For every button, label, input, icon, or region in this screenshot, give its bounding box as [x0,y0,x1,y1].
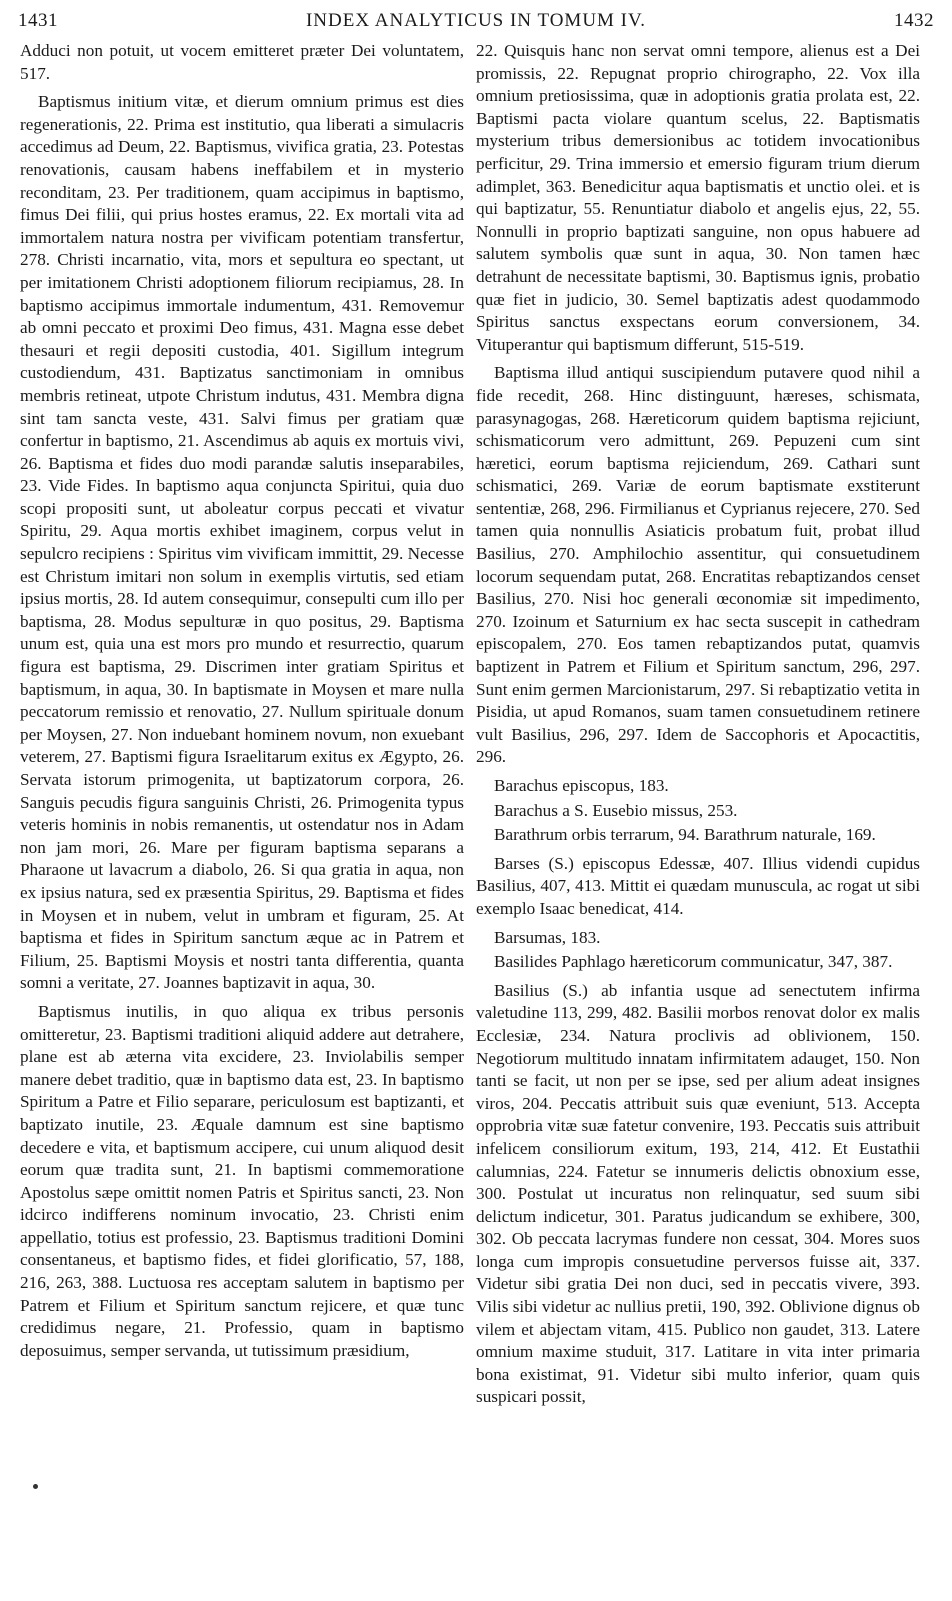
right-column [476,40,920,1415]
index-entry: Barses (S.) episcopus Edessæ, 407. Illius videndi cupidus Basilius, 407, 413. Mittit ei quædam munuscula, ac rogat ut sibi exemplo Isaac benedicat, 414. [476,853,920,918]
index-entry: Barathrum orbis terrarum, 94. Barathrum naturale, 169. [494,825,876,845]
index-entry: Baptisma illud antiqui suscipiendum putavere quod nihil a fide recedit, 268. Hinc distinguunt, hæreses, schismata, parasynagogas, 268. Hæreticorum quidem baptisma rejiciunt, schismaticorum vero admittunt, 269. Pepuzeni cum sint hæretici, eorum baptisma rejiciendum, 269. Cathari sunt schismatici, 269. Variæ de eorum baptismate exstiterunt sententiæ, 268, 296. Firmilianus et Cyprianus rejecere, 270. Sed tamen quia nonnullis Asiaticis probatum fuit, probat illud Basilius, 270. Amphilochio assentitur, qui consuetudinem locorum sequendam putat, 268. Encratitas rebaptizandos censet Basilius, 270. Nisi hoc generali œconomiæ sit impedimento, 270. Izoinum et Saturnium ex hac secta suscepit in cathedram episcopalem, 270. Eos tamen rebaptizandos putat, quamvis baptizent in Patrem et Filium et Spiritum sanctum, 296, 297. Sunt enim germen Marcionistarum, 297. Si rebaptizatio vetita in Pisidia, ut apud Romanos, suam tamen consuetudinem retinere vult Basilius, 296, 297. Idem de Saccophoris et Apocactitis, 296. [476,363,920,767]
right-page-number: 1432 [894,10,934,31]
running-title: INDEX ANALYTICUS IN TOMUM IV. [305,10,647,31]
index-entry: Adduci non potuit, ut vocem emitteret præter Dei voluntatem, 517. [20,41,464,83]
index-entry: Baptismus inutilis, in quo aliqua ex tribus personis omitteretur, 23. Baptismi traditioni aliquid addere aut detrahere, plane est ab æterna vita excidere, 23. Inviolabilis semper manere debet traditio, quæ in baptismo data est, 23. In baptismo Spiritum a Patre et Filio separare, periculosum est baptizanti, et baptizato inutile, 23. Æquale damnum est sine baptismo decedere e vita, et baptismum accipere, cui unum aliquod desit eorum quæ tradita sunt, 21. In baptismi commemoratione Apostolus sæpe omittit nomen Patris et Spiritus sancti, 23. Non idcirco indifferens nominum invocatio, 23. Christi enim appellatio, totius est professio, 23. Baptismus traditioni Domini consentaneus, et baptismo fides, et fidei glorificatio, 57, 188, 216, 263, 388. Luctuosa res acceptam salutem in baptismo per Patrem et Filium et Spiritum sanctum rejicere, et quæ tunc credidimus negare, 21. Professio, quam in baptismo deposuimus, semper servanda, ut tutissimum præsidium, [20,1001,464,1360]
page-header [18,6,934,36]
ink-dot [33,1484,38,1489]
index-entry: Barachus a S. Eusebio missus, 253. [494,800,738,820]
index-entry: Basilius (S.) ab infantia usque ad senectutem infirma valetudine 113, 299, 482. Basilii morbos renovat dolor ex malis Ecclesiæ, 234. Natura proclivis ad oblivionem, 150. Negotiorum multitudo innatam infirmitatem adauget, 150. Non tanti se facit, ut non per se ipse, sed per alium adeat insignes viros, 204. Peccatis attribuit suis quæ eveniunt, 513. Accepta opprobria vitæ suæ fatetur convenire, 193. Peccatis suis attribuit infelicem consiliorum exitum, 193, 214, 412. Et Eustathii calumnias, 224. Fatetur se innumeris delictis obnoxium esse, 300. Postulat ut incuratus non relinquatur, sed suum sibi delictum indicetur, 301. Paratus judicandum se exhibere, 300, 302. Ob peccata lacrymas fundere non cessat, 304. Mores suos longa cum impropis consuetudine perversos fuisse ait, 337. Videtur sibi gratia Dei non duci, sed in peccatis vivere, 393. Vilis sibi videtur ac nullius pretii, 190, 392. Oblivione dignus ob vilem et abjectam vitam, 415. Publico non gaudet, 313. Latere omnium maxime studuit, 317. Latitare in vita inter primaria bona existimat, 91. Videtur sibi multo inferior, quam quis suspicari possit, [476,980,920,1407]
left-page-number: 1431 [18,10,58,31]
left-column [20,40,464,1368]
index-entry: Barsumas, 183. [494,927,601,947]
index-entry: 22. Quisquis hanc non servat omni tempore, alienus est a Dei promissis, 22. Repugnat proprio chirographo, 22. Vox illa omnium pretiosissima, quæ in adoptionis gratia prolata est, 22. Baptismi pacta violare quantum scelus, 22. Baptismatis mysterium tribus demersionibus ac totidem invocationibus perficitur, 29. Trina immersio et emersio figuram trium dierum adimplet, 363. Benedicitur aqua baptismatis et unctio olei. et is qui baptizatur, 55. Renuntiatur diabolo et angelis ejus, 22, 55. Nonnulli in proprio baptizati sanguine, non opus habuere ad salutem symbolis quæ sunt in aqua, 30. Non tamen hæc detrahunt de necessitate baptismi, 30. Baptismus ignis, probatio quæ fiet in judicio, 30. Semel baptizatis adest quodammodo Spiritus sanctus exspectans eorum conversionem, 34. Vituperantur qui baptismum differunt, 515-519. [476,41,920,354]
index-entry: Baptismus initium vitæ, et dierum omnium primus est dies regenerationis, 22. Prima est institutio, qua liberati a simulacris accedimus ad Deum, 22. Baptismus, vivifica gratia, 23. Potestas renovationis, causam habens ineffabilem et in mysterio reconditam, 23. Per traditionem, quam accipimus in baptismo, fimus Dei filii, qui prius hostes eramus, 22. Ex mortali vita ad immortalem natura nostra per vivificam potentiam transfertur, 278. Christi incarnatio, vita, mors et sepultura eo spectant, ut per imitationem Christi adoptionem filiorum recipiamus, 28. In baptismo accipimus immortale indumentum, 431. Removemur ab omni peccato et proximi Deo fimus, 431. Magna esse debet thesauri et regii depositi custodia, 401. Sigillum integrum custodiendum, 431. Baptizatus sanctimoniam in omnibus membris retineat, utpote Christum indutus, 431. Membra digna sint tam sancta veste, 431. Salvi fimus per gratiam quæ confertur in baptismo, 21. Ascendimus ab aquis ex mortuis vivi, 26. Baptisma et fides duo modi parandæ salutis inseparabiles, 23. Vide Fides. In baptismo aqua conjuncta Spiritui, quia duo scopi propositi sunt, ut aboleatur corpus peccati et vivatur Spiritu, 29. Aqua mortis exhibet imaginem, corpus velut in sepulcro recipiens : Spiritus vim vivificam immittit, 29. Necesse est Christum imitari non solum in exemplis virtutis, sed etiam ipsius mortis, 28. Id autem consequimur, consepulti cum illo per baptisma, 28. Modus sepulturæ in quo positus, 29. Baptisma unum est, quia una est mors pro mundo et resurrectio, quarum figura est baptisma, 29. Discrimen inter gratiam Spiritus et baptismum, in aqua, 30. In baptismate in Moysen et mare nulla peccatorum remissio et renovatio, 27. Nullum spirituale donum per Moysen, 27. Non induebant hominem novum, non exuebant veterem, 27. Baptismi figura Israelitarum exitus ex Ægypto, 26. Servata istorum primogenita, ut baptizatorum corpora, 26. Sanguis pecudis figura sanguinis Christi, 26. Primogenita typus veteris hominis in nobis remanentis, ut ostendatur nos in Adam non jam mori, 26. Mare per figuram baptisma separans a Pharaone ut lavacrum a diabolo, 26. Si qua gratia in aqua, non ex ipsius natura, sed ex præsentia Spiritus, 29. Baptisma et fides in Moysen et in nubem, velut in umbram et figuram, 25. At baptisma et fides in Spiritum sanctum æque ac in Patrem et Filium, 25. Baptismi Moysis et nostri tanta differentia, quanta somni a veritate, 27. Joannes baptizavit in aqua, 30. [20,92,464,993]
index-entry: Barachus episcopus, 183. [494,776,669,795]
index-entry: Basilides Paphlago hæreticorum communicatur, 347, 387. [494,952,893,972]
